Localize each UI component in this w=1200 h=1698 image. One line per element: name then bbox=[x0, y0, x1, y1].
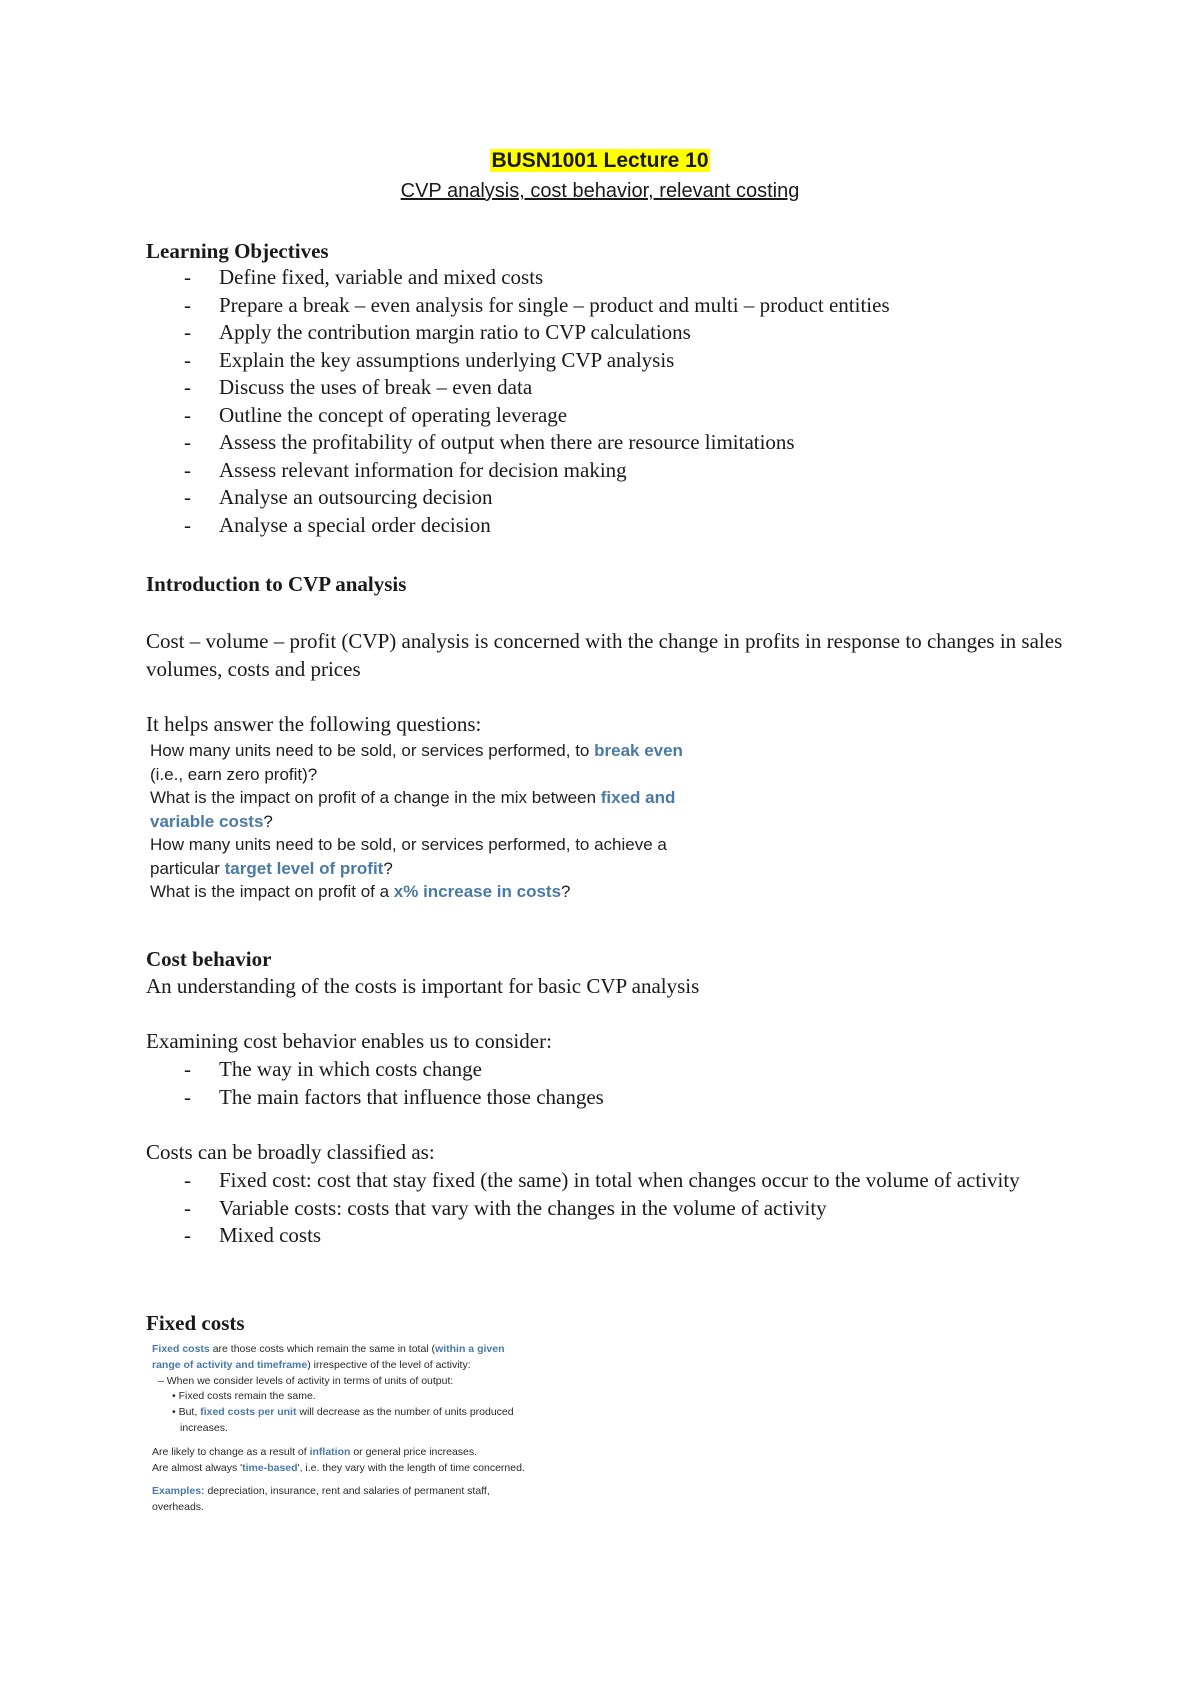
list-item: - Analyse an outsourcing decision bbox=[146, 484, 1076, 512]
list-item: - Prepare a break – even analysis for single – product and multi – product entities bbox=[146, 292, 1076, 320]
list-item: - Assess relevant information for decision making bbox=[146, 457, 1076, 485]
learning-objectives-heading: Learning Objectives bbox=[146, 239, 329, 263]
list-item: - Define fixed, variable and mixed costs bbox=[146, 264, 1076, 292]
question-4: What is the impact on profit of a x% increase in costs? bbox=[150, 882, 571, 901]
fixed-costs-point: – When we consider levels of activity in terms of units of output: bbox=[158, 1374, 454, 1387]
list-item: - The main factors that influence those changes bbox=[146, 1084, 1076, 1112]
consider-list bbox=[146, 1056, 1076, 1111]
fixed-costs-heading: Fixed costs bbox=[146, 1311, 245, 1335]
list-item: - The way in which costs change bbox=[146, 1056, 1076, 1084]
intro-paragraph: Cost – volume – profit (CVP) analysis is concerned with the change in profits in response to changes in sales volumes, costs and prices bbox=[146, 629, 1063, 681]
question-highlight: target level of profit bbox=[224, 858, 384, 878]
list-item: - Mixed costs bbox=[146, 1222, 1076, 1250]
list-item: - Analyse a special order decision bbox=[146, 512, 1076, 540]
learning-objectives-list bbox=[146, 264, 1076, 539]
cost-behavior-consider: Examining cost behavior enables us to consider: bbox=[146, 1029, 552, 1053]
fixed-costs-subpoint: • But, fixed costs per unit will decrease as the number of units produced increases. bbox=[172, 1406, 514, 1434]
list-item: - Discuss the uses of break – even data bbox=[146, 374, 1076, 402]
list-item: - Apply the contribution margin ratio to CVP calculations bbox=[146, 319, 1076, 347]
list-item: - Assess the profitability of output when there are resource limitations bbox=[146, 429, 1076, 457]
fixed-costs-definition: Fixed costs are those costs which remain the same in total (within a given range of activity and timeframe) irrespective of the level of activity: bbox=[152, 1343, 505, 1371]
fixed-costs-slide-excerpt bbox=[152, 1342, 532, 1516]
cost-classification-intro: Costs can be broadly classified as: bbox=[146, 1140, 435, 1164]
question-2: What is the impact on profit of a change in the mix between fixed and variable costs? bbox=[150, 788, 676, 831]
questions-intro: It helps answer the following questions: bbox=[146, 712, 482, 736]
fixed-costs-time-based: Are almost always 'time-based', i.e. they vary with the length of time concerned. bbox=[152, 1461, 525, 1474]
question-1: How many units need to be sold, or services performed, to break even (i.e., earn zero profit)? bbox=[150, 741, 683, 784]
list-item: - Variable costs: costs that vary with the changes in the volume of activity bbox=[146, 1195, 1076, 1223]
page-subtitle: CVP analysis, cost behavior, relevant costing bbox=[400, 180, 800, 202]
page-title bbox=[0, 148, 1200, 174]
question-highlight: fixed and variable costs bbox=[150, 788, 676, 831]
question-3: How many units need to be sold, or services performed, to achieve a particular target level of profit? bbox=[150, 835, 667, 878]
cost-classes-list bbox=[146, 1167, 1076, 1250]
cost-behavior-intro: An understanding of the costs is important for basic CVP analysis bbox=[146, 974, 700, 998]
intro-heading: Introduction to CVP analysis bbox=[146, 572, 407, 596]
cost-behavior-heading: Cost behavior bbox=[146, 947, 272, 971]
list-item: - Fixed cost: cost that stay fixed (the same) in total when changes occur to the volume of activity bbox=[146, 1167, 1076, 1195]
fixed-costs-examples: Examples: depreciation, insurance, rent and salaries of permanent staff, overheads. bbox=[152, 1485, 490, 1514]
question-highlight: break even bbox=[594, 741, 683, 760]
fixed-costs-inflation: Are likely to change as a result of inflation or general price increases. bbox=[152, 1445, 478, 1458]
list-item: - Outline the concept of operating leverage bbox=[146, 402, 1076, 430]
list-item: - Explain the key assumptions underlying CVP analysis bbox=[146, 347, 1076, 375]
question-highlight: x% increase in costs bbox=[393, 882, 562, 901]
title-highlight: BUSN1001 Lecture 10 bbox=[491, 149, 709, 172]
fixed-costs-subpoint: • Fixed costs remain the same. bbox=[172, 1390, 316, 1403]
